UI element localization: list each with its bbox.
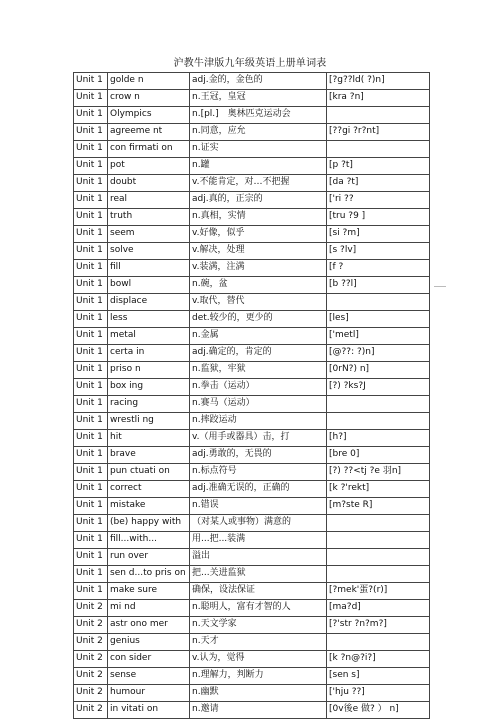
phonetic-cell: [@??: ?)n] (327, 345, 430, 362)
meaning-cell: n.证实 (190, 141, 327, 158)
unit-cell: Unit 1 (74, 141, 108, 158)
unit-cell: Unit 1 (74, 549, 108, 566)
phonetic-cell: [da ?t] (327, 175, 430, 192)
word-cell: priso n (108, 362, 190, 379)
unit-cell: Unit 1 (74, 379, 108, 396)
unit-cell: Unit 1 (74, 464, 108, 481)
phonetic-cell (327, 549, 430, 566)
word-cell: mi nd (108, 600, 190, 617)
unit-cell: Unit 1 (74, 277, 108, 294)
word-cell: crow n (108, 90, 190, 107)
phonetic-cell: [les] (327, 311, 430, 328)
phonetic-cell: [?) ?ks?J (327, 379, 430, 396)
word-cell: displace (108, 294, 190, 311)
table-row (74, 617, 430, 634)
table-row (74, 702, 430, 719)
phonetic-cell: [b ??l] (327, 277, 430, 294)
meaning-cell: n.碗，盆 (190, 277, 327, 294)
word-cell: golde n (108, 73, 190, 90)
meaning-cell: （对某人或事物）满意的 (190, 515, 327, 532)
word-cell: truth (108, 209, 190, 226)
meaning-cell: n.[pl.] 奥林匹克运动会 (190, 107, 327, 124)
phonetic-cell (327, 107, 430, 124)
unit-cell: Unit 1 (74, 532, 108, 549)
phonetic-cell (327, 413, 430, 430)
meaning-cell: n.金属 (190, 328, 327, 345)
unit-cell: Unit 1 (74, 175, 108, 192)
phonetic-cell: [kra ?n] (327, 90, 430, 107)
table-row (74, 600, 430, 617)
word-cell: seem (108, 226, 190, 243)
meaning-cell: v.解决，处理 (190, 243, 327, 260)
phonetic-cell: [f ? (327, 260, 430, 277)
unit-cell: Unit 1 (74, 413, 108, 430)
unit-cell: Unit 2 (74, 600, 108, 617)
table-row (74, 651, 430, 668)
unit-cell: Unit 1 (74, 498, 108, 515)
meaning-cell: v.取代，替代 (190, 294, 327, 311)
phonetic-cell: [?g??ld( ?)n] (327, 73, 430, 90)
phonetic-cell: ['metl] (327, 328, 430, 345)
word-cell: Olympics (108, 107, 190, 124)
table-row (74, 294, 430, 311)
meaning-cell: n.聪明人，富有才智的人 (190, 600, 327, 617)
word-cell: brave (108, 447, 190, 464)
meaning-cell: 把...关进监狱 (190, 566, 327, 583)
word-cell: wrestli ng (108, 413, 190, 430)
meaning-cell: adj.金的，金色的 (190, 73, 327, 90)
table-row (74, 464, 430, 481)
phonetic-cell: [m?ste R] (327, 498, 430, 515)
unit-cell: Unit 1 (74, 158, 108, 175)
word-cell: make sure (108, 583, 190, 600)
table-row (74, 226, 430, 243)
word-cell: doubt (108, 175, 190, 192)
unit-cell: Unit 2 (74, 634, 108, 651)
vocabulary-table (73, 72, 430, 719)
unit-cell: Unit 1 (74, 311, 108, 328)
table-row (74, 447, 430, 464)
table-row (74, 73, 430, 90)
meaning-cell: n.幽默 (190, 685, 327, 702)
phonetic-cell: [h?] (327, 430, 430, 447)
meaning-cell: v.装满，注满 (190, 260, 327, 277)
table-row (74, 277, 430, 294)
table-row (74, 158, 430, 175)
word-cell: (be) happy with (108, 515, 190, 532)
word-cell: pun ctuati on (108, 464, 190, 481)
phonetic-cell: [tru ?9 ] (327, 209, 430, 226)
unit-cell: Unit 1 (74, 260, 108, 277)
stray-mark (434, 286, 446, 287)
phonetic-cell: [si ?m] (327, 226, 430, 243)
word-cell: solve (108, 243, 190, 260)
unit-cell: Unit 2 (74, 651, 108, 668)
table-row (74, 549, 430, 566)
table-row (74, 175, 430, 192)
word-cell: bowl (108, 277, 190, 294)
unit-cell: Unit 1 (74, 226, 108, 243)
phonetic-cell: [k ?n@?i?] (327, 651, 430, 668)
unit-cell: Unit 1 (74, 583, 108, 600)
word-cell: con sider (108, 651, 190, 668)
unit-cell: Unit 1 (74, 209, 108, 226)
unit-cell: Unit 1 (74, 90, 108, 107)
table-row (74, 260, 430, 277)
table-row (74, 583, 430, 600)
phonetic-cell (327, 515, 430, 532)
meaning-cell: v.认为，觉得 (190, 651, 327, 668)
phonetic-cell (327, 634, 430, 651)
meaning-cell: n.摔跤运动 (190, 413, 327, 430)
unit-cell: Unit 1 (74, 243, 108, 260)
table-row (74, 141, 430, 158)
meaning-cell: adj.确定的，肯定的 (190, 345, 327, 362)
word-cell: pot (108, 158, 190, 175)
phonetic-cell: [0rN?) n] (327, 362, 430, 379)
unit-cell: Unit 1 (74, 447, 108, 464)
meaning-cell: n.真相，实情 (190, 209, 327, 226)
word-cell: racing (108, 396, 190, 413)
table-row (74, 311, 430, 328)
phonetic-cell: [0v後e 做? ） n] (327, 702, 430, 719)
table-row (74, 515, 430, 532)
phonetic-cell (327, 566, 430, 583)
word-cell: sen d...to pris on (108, 566, 190, 583)
unit-cell: Unit 1 (74, 430, 108, 447)
word-cell: less (108, 311, 190, 328)
page-title: 沪教牛津版九年级英语上册单词表 (173, 58, 327, 69)
phonetic-cell: [?mek'蛋?(r)] (327, 583, 430, 600)
phonetic-cell (327, 396, 430, 413)
meaning-cell: n.邀请 (190, 702, 327, 719)
unit-cell: Unit 1 (74, 345, 108, 362)
word-cell: fill (108, 260, 190, 277)
word-cell: correct (108, 481, 190, 498)
meaning-cell: n.拳击（运动） (190, 379, 327, 396)
table-row (74, 566, 430, 583)
meaning-cell: n.赛马（运动） (190, 396, 327, 413)
table-row (74, 243, 430, 260)
meaning-cell: 确保，设法保证 (190, 583, 327, 600)
table-row (74, 90, 430, 107)
word-cell: humour (108, 685, 190, 702)
table-row (74, 362, 430, 379)
word-cell: hit (108, 430, 190, 447)
unit-cell: Unit 1 (74, 328, 108, 345)
meaning-cell: v.不能肯定，对…不把握 (190, 175, 327, 192)
phonetic-cell: [s ?lv] (327, 243, 430, 260)
phonetic-cell: ['ri ?? (327, 192, 430, 209)
phonetic-cell: [?'str ?n?m?] (327, 617, 430, 634)
table-row (74, 192, 430, 209)
unit-cell: Unit 1 (74, 124, 108, 141)
table-row (74, 379, 430, 396)
phonetic-cell (327, 532, 430, 549)
unit-cell: Unit 2 (74, 685, 108, 702)
meaning-cell: n.罐 (190, 158, 327, 175)
meaning-cell: n.标点符号 (190, 464, 327, 481)
unit-cell: Unit 2 (74, 668, 108, 685)
phonetic-cell: [sen s] (327, 668, 430, 685)
word-cell: fill...with... (108, 532, 190, 549)
table-row (74, 209, 430, 226)
table-row (74, 685, 430, 702)
meaning-cell: adj.勇敢的，无畏的 (190, 447, 327, 464)
word-cell: box ing (108, 379, 190, 396)
unit-cell: Unit 1 (74, 362, 108, 379)
word-cell: astr ono mer (108, 617, 190, 634)
unit-cell: Unit 1 (74, 396, 108, 413)
table-row (74, 481, 430, 498)
meaning-cell: adj.准确无误的，正确的 (190, 481, 327, 498)
meaning-cell: n.天才 (190, 634, 327, 651)
phonetic-cell: ['hju ??] (327, 685, 430, 702)
word-cell: con firmati on (108, 141, 190, 158)
word-cell: certa in (108, 345, 190, 362)
word-cell: agreeme nt (108, 124, 190, 141)
table-row (74, 396, 430, 413)
meaning-cell: v.好像，似乎 (190, 226, 327, 243)
meaning-cell: v.（用手或器具）击，打 (190, 430, 327, 447)
word-cell: run over (108, 549, 190, 566)
phonetic-cell: [p ?t] (327, 158, 430, 175)
unit-cell: Unit 2 (74, 702, 108, 719)
unit-cell: Unit 1 (74, 566, 108, 583)
word-cell: metal (108, 328, 190, 345)
phonetic-cell: [k ?'rekt] (327, 481, 430, 498)
unit-cell: Unit 1 (74, 192, 108, 209)
table-row (74, 668, 430, 685)
word-cell: genius (108, 634, 190, 651)
table-row (74, 328, 430, 345)
unit-cell: Unit 1 (74, 73, 108, 90)
meaning-cell: n.王冠，皇冠 (190, 90, 327, 107)
meaning-cell: n.同意，应允 (190, 124, 327, 141)
meaning-cell: det.较少的，更少的 (190, 311, 327, 328)
phonetic-cell (327, 141, 430, 158)
unit-cell: Unit 1 (74, 515, 108, 532)
meaning-cell: 溢出 (190, 549, 327, 566)
phonetic-cell: [bre 0] (327, 447, 430, 464)
phonetic-cell (327, 294, 430, 311)
meaning-cell: n.监狱，牢狱 (190, 362, 327, 379)
word-cell: in vitati on (108, 702, 190, 719)
table-row (74, 345, 430, 362)
meaning-cell: n.错误 (190, 498, 327, 515)
table-row (74, 124, 430, 141)
word-cell: mistake (108, 498, 190, 515)
unit-cell: Unit 1 (74, 294, 108, 311)
unit-cell: Unit 1 (74, 481, 108, 498)
meaning-cell: n.理解力，判断力 (190, 668, 327, 685)
word-cell: sense (108, 668, 190, 685)
phonetic-cell: [ma?d] (327, 600, 430, 617)
word-cell: real (108, 192, 190, 209)
table-row (74, 498, 430, 515)
table-row (74, 430, 430, 447)
phonetic-cell: [?) ??<tj ?e 羽n] (327, 464, 430, 481)
table-row (74, 634, 430, 651)
meaning-cell: n.天文学家 (190, 617, 327, 634)
table-row (74, 107, 430, 124)
unit-cell: Unit 2 (74, 617, 108, 634)
unit-cell: Unit 1 (74, 107, 108, 124)
table-row (74, 532, 430, 549)
phonetic-cell: [??gi ?r?nt] (327, 124, 430, 141)
table-row (74, 413, 430, 430)
meaning-cell: adj.真的，正宗的 (190, 192, 327, 209)
meaning-cell: 用...把...装满 (190, 532, 327, 549)
